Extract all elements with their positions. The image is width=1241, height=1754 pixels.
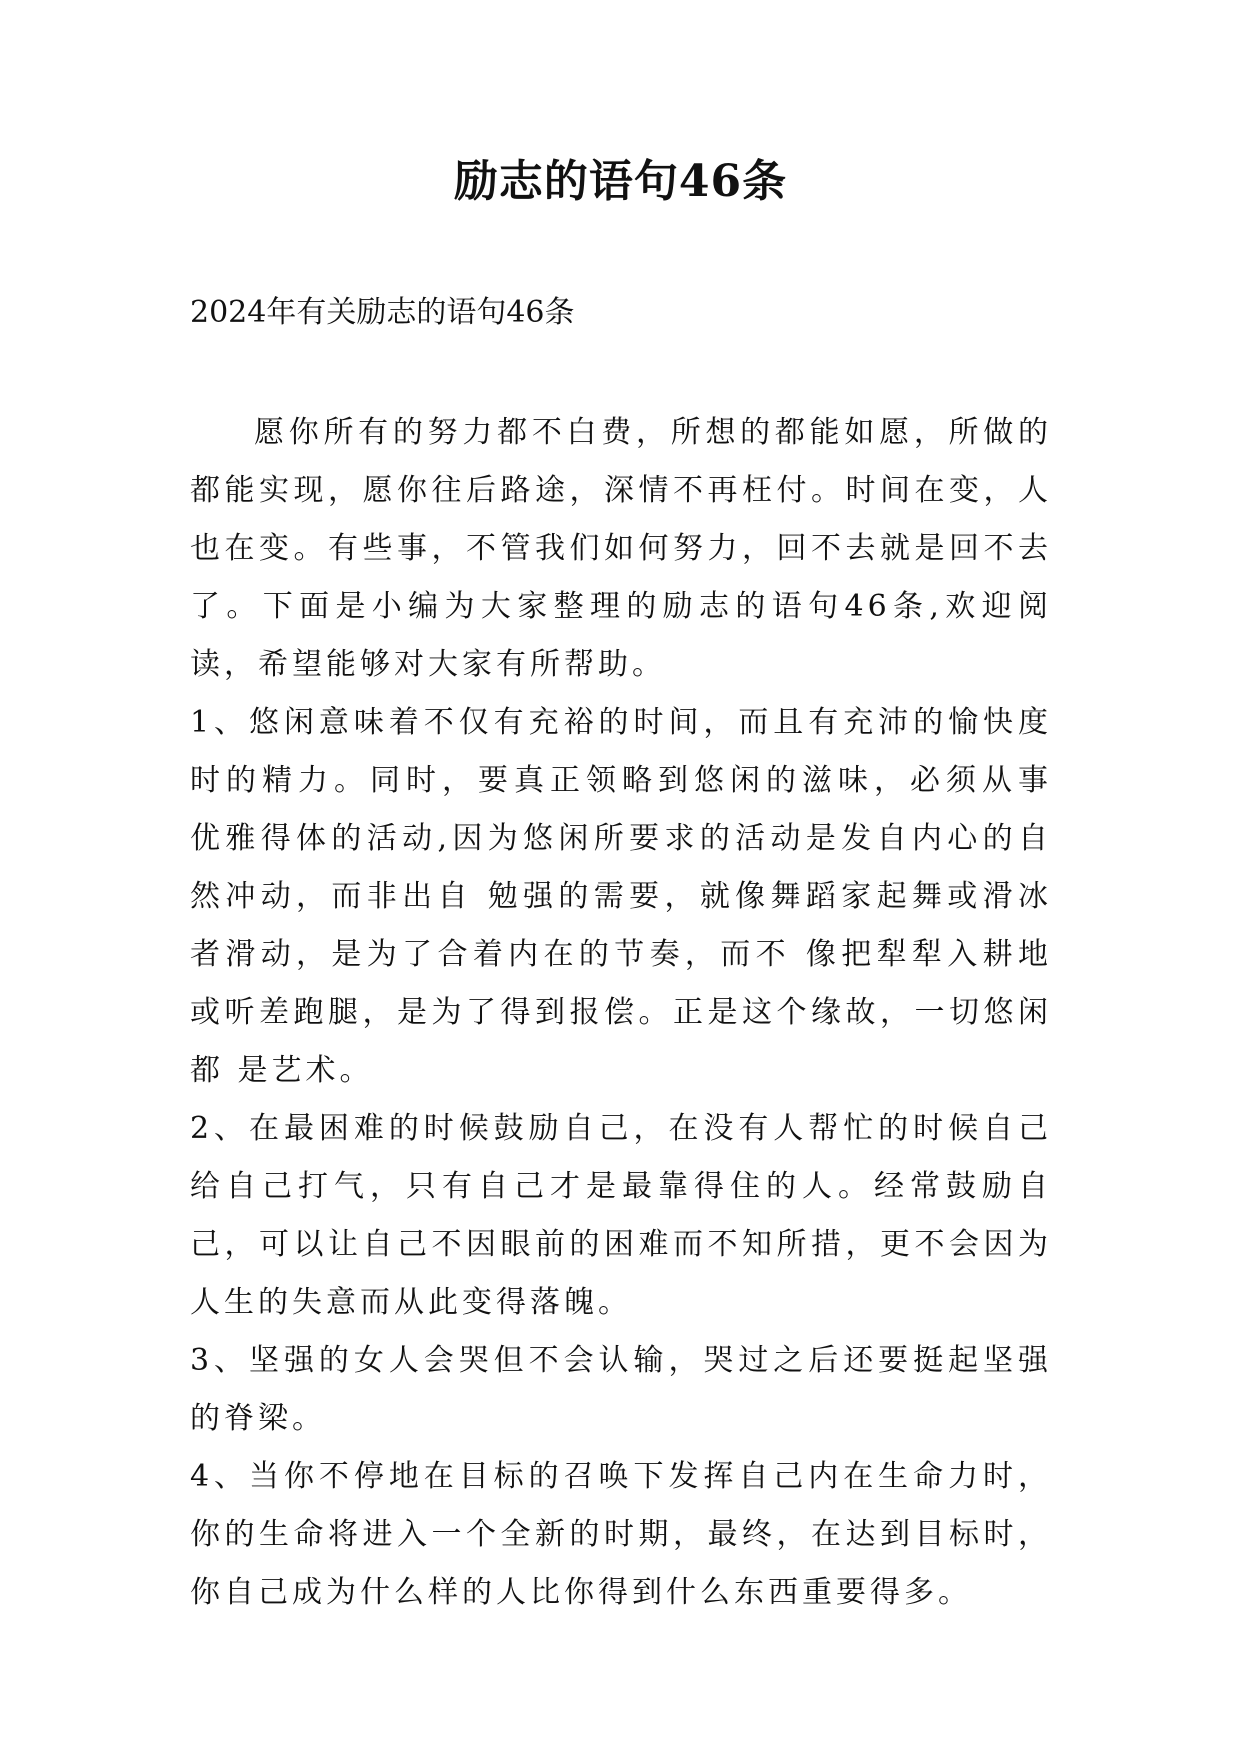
quote-paragraph-2: 2、在最困难的时候鼓励自己，在没有人帮忙的时候自己给自己打气，只有自己才是最靠得住的人。经常鼓励自己，可以让自己不因眼前的困难而不知所措，更不会因为人生的失意而从此变得落魄。 [190, 1111, 1052, 1320]
document-subtitle: 2024年有关励志的语句46条 [190, 295, 575, 330]
intro-paragraph: 愿你所有的努力都不白费，所想的都能如愿，所做的都能实现，愿你往后路途，深情不再枉付。时间在变，人也在变。有些事，不管我们如何努力，回不去就是回不去了。下面是小编为大家整理的励志的语句46条,欢迎阅读，希望能够对大家有所帮助。 [190, 415, 1052, 682]
document-title: 励志的语句46条 [453, 156, 788, 207]
quote-paragraph-4: 4、当你不停地在目标的召唤下发挥自己内在生命力时，你的生命将进入一个全新的时期，最终，在达到目标时，你自己成为什么样的人比你得到什么东西重要得多。 [190, 1459, 1052, 1610]
quote-paragraph-3: 3、坚强的女人会哭但不会认输，哭过之后还要挺起坚强的脊梁。 [190, 1343, 1052, 1436]
document-body [190, 404, 1052, 1622]
quote-paragraph-1: 1、悠闲意味着不仅有充裕的时间，而且有充沛的愉快度时的精力。同时，要真正领略到悠闲的滋味，必须从事 优雅得体的活动,因为悠闲所要求的活动是发自内心的自然冲动，而非出自 勉强的需要，就像舞蹈家起舞或滑冰者滑动，是为了合着内在的节奏，而不 像把犁犁入耕地或听差跑腿，是为了得到报偿。正是这个缘故，一切悠闲都 是艺术。 [190, 705, 1052, 1088]
